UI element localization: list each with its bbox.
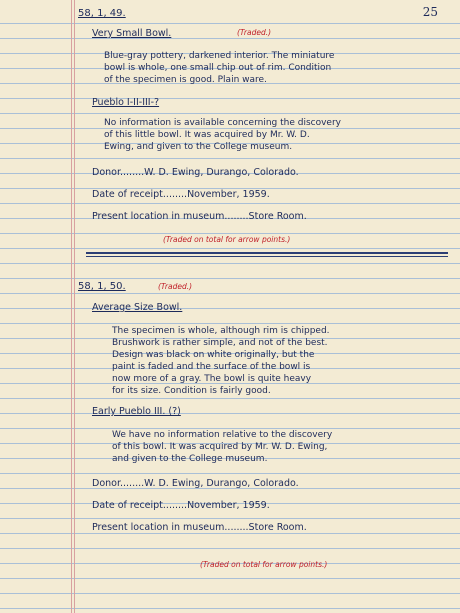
entry-1-description-line: of the specimen is good. Plain ware. — [104, 75, 267, 85]
entry-1-donor: Donor........W. D. Ewing, Durango, Colorado. — [92, 167, 299, 178]
entry-2-description-line: for its size. Condition is fairly good. — [112, 386, 271, 396]
entry-2-status-note: (Traded.) — [158, 282, 193, 291]
entry-divider-thin — [86, 256, 448, 257]
entry-2-period: Early Pueblo III. (?) — [92, 406, 181, 417]
entry-1-location: Present location in museum........Store Room. — [92, 211, 307, 222]
entry-1-date-received: Date of receipt........November, 1959. — [92, 189, 270, 200]
entry-2-description-line: paint is faded and the surface of the bowl is — [112, 362, 311, 372]
entry-1-history-line: No information is available concerning the discovery — [104, 118, 341, 128]
entry-2-catalog-number: 58, 1, 50. — [78, 281, 126, 292]
entry-1-history-line: Ewing, and given to the College museum. — [104, 142, 293, 152]
entry-2-description-line: The specimen is whole, although rim is chipped. — [112, 326, 330, 336]
entry-1-history-line: of this little bowl. It was acquired by Mr. W. D. — [104, 130, 310, 140]
entry-2-description-line: Design was black on white originally, but the — [112, 350, 315, 360]
entry-2-history-line: and given to the College museum. — [112, 454, 268, 464]
entry-1-status-note: (Traded.) — [237, 28, 272, 37]
entry-1-catalog-number: 58, 1, 49. — [78, 8, 126, 19]
entry-2-donor: Donor........W. D. Ewing, Durango, Colorado. — [92, 478, 299, 489]
entry-2-date-received: Date of receipt........November, 1959. — [92, 500, 270, 511]
entry-divider-thick — [86, 252, 448, 254]
page-number: 25 — [422, 5, 438, 19]
entry-2-title: Average Size Bowl. — [92, 302, 183, 313]
entry-1-title: Very Small Bowl. — [92, 28, 172, 39]
entry-2-location: Present location in museum........Store Room. — [92, 522, 307, 533]
entry-1-trade-note: (Traded on total for arrow points.) — [163, 235, 291, 244]
entry-2-history-line: of this bowl. It was acquired by Mr. W. D. Ewing, — [112, 442, 328, 452]
entry-2-description-line: Brushwork is rather simple, and not of the best. — [112, 338, 328, 348]
entry-1-period: Pueblo I-II-III-? — [92, 97, 160, 108]
entry-2-description-line: now more of a gray. The bowl is quite heavy — [112, 374, 312, 384]
entry-2-history-line: We have no information relative to the discovery — [112, 430, 333, 440]
entry-1-description-line: bowl is whole, one small chip out of rim. Condition — [104, 63, 332, 73]
entry-2-trade-note: (Traded on total for arrow points.) — [200, 560, 328, 569]
entry-1-description-line: Blue-gray pottery, darkened interior. The miniature — [104, 51, 335, 61]
